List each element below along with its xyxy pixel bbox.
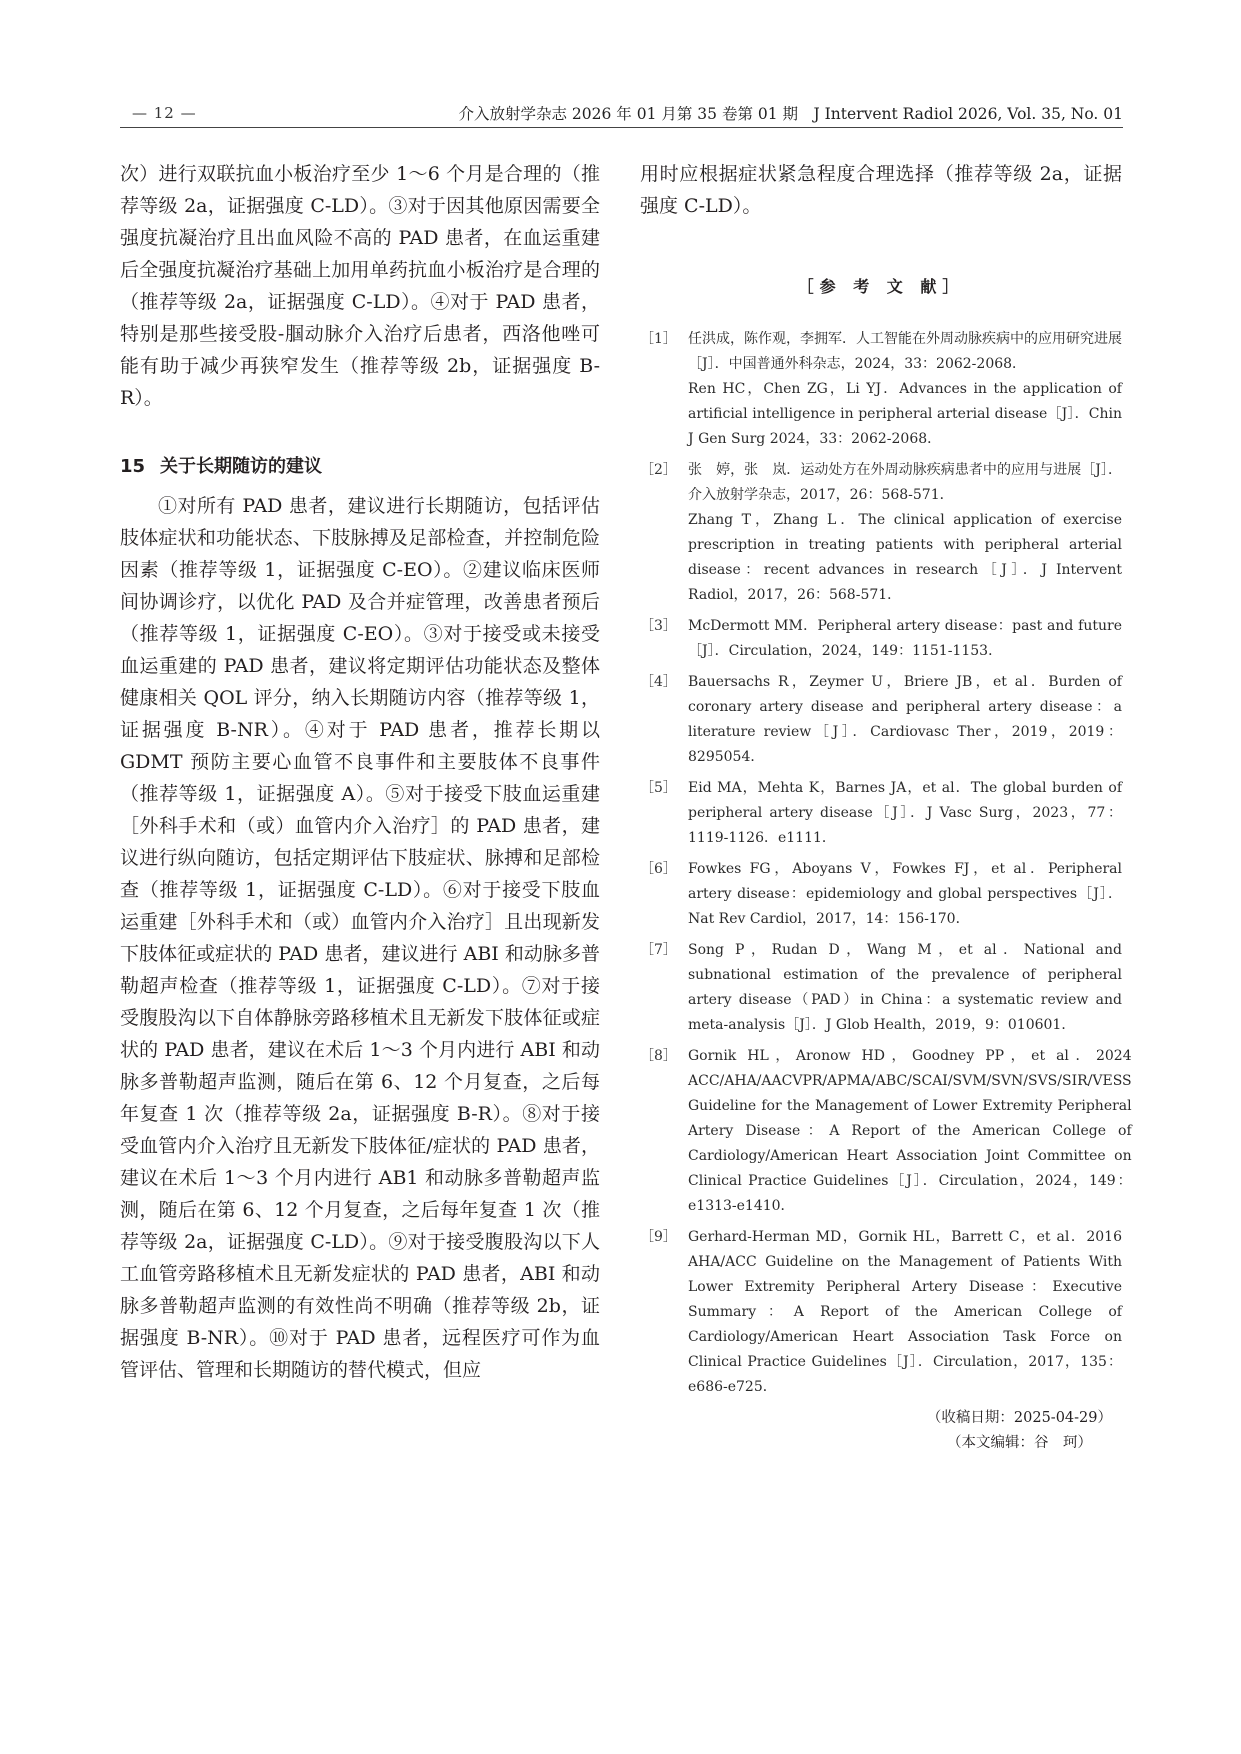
reference-number: ［8］ [640,1048,677,1064]
reference-line: Fowkes FG，Aboyans V，Fowkes FJ，et al．Peripheral artery disease：epidemiology and global perspectives［J］．Nat Rev Cardiol，2017，14：156-170． [688,861,1122,927]
reference-number: ［2］ [640,462,677,478]
reference-item [640,776,1122,851]
reference-line: 任洪成，陈作观，李拥军．人工智能在外周动脉疾病中的应用研究进展［J］．中国普通外科杂志，2024，33：2062-2068． [688,331,1122,372]
reference-line: Ren HC，Chen ZG，Li YJ．Advances in the application of artificial intelligence in peripheral arterial disease［J］．Chin J Gen Surg 2024，33：2062-2068． [688,381,1122,447]
reference-text [688,1225,1122,1400]
reference-item [640,857,1122,932]
reference-item [640,1225,1122,1400]
reference-text [688,1044,1132,1219]
reference-line: Bauersachs R，Zeymer U，Briere JB，et al．Burden of coronary artery disease and peripheral artery disease：a literature review［J］．Cardiovasc Ther，2019，2019：8295054． [688,674,1122,765]
section-number: 15 [120,456,146,477]
reference-line: Eid MA，Mehta K，Barnes JA，et al．The global burden of peripheral artery disease［J］．J Vasc Surg，2023，77：1119-1126．e1111． [688,780,1122,846]
reference-item [640,458,1122,608]
reference-text [688,776,1122,851]
reference-text [688,327,1122,452]
editor-credit: （本文编辑：谷 珂） [947,1435,1092,1451]
left-column [120,158,600,1386]
reference-item [640,614,1122,664]
reference-number: ［5］ [640,780,677,796]
right-continuation-paragraph: 用时应根据症状紧急程度合理选择（推荐等级 2a，证据强度 C-LD）。 [640,163,1122,217]
received-date: （收稿日期：2025-04-29） [926,1410,1112,1426]
reference-item [640,670,1122,770]
section-title: 关于长期随访的建议 [160,456,322,477]
reference-line: Zhang T，Zhang L．The clinical application of exercise prescription in treating patients with peripheral arterial disease：recent advances in research［J］．J Intervent Radiol，2017，26：568-571． [688,512,1122,603]
header-rule [120,127,1123,128]
reference-item [640,938,1122,1038]
reference-number: ［7］ [640,942,677,958]
reference-list [640,327,1132,1400]
running-header: 介入放射学杂志 2026 年 01 月第 35 卷第 01 期 J Intervent Radiol 2026, Vol. 35, No. 01 [458,105,1123,123]
reference-text [688,458,1122,608]
reference-number: ［3］ [640,618,677,634]
page-number: — 12 — [132,104,197,122]
reference-text [688,938,1122,1038]
reference-number: ［6］ [640,861,677,877]
reference-number: ［1］ [640,331,677,347]
references-heading: ［参 考 文 献］ [797,277,965,296]
reference-number: ［9］ [640,1229,677,1245]
reference-item [640,1044,1132,1219]
section-heading [120,452,600,482]
reference-line: McDermott MM．Peripheral artery disease：past and future［J］．Circulation，2024，149：1151-1153． [688,618,1122,659]
reference-item [640,327,1122,452]
reference-number: ［4］ [640,674,677,690]
reference-text [688,614,1122,664]
reference-line: Song P，Rudan D，Wang M，et al．National and subnational estimation of the prevalence of peripheral artery disease（PAD）in China：a systematic review and meta-analysis［J］．J Glob Health，2019，9：010601． [688,942,1122,1033]
reference-line: Gornik HL，Aronow HD，Goodney PP，et al．2024 ACC/AHA/AACVPR/APMA/ABC/SCAI/SVM/SVN/SVS/SIR/VESS Guideline for the Management of Lower Extremity Peripheral Artery Disease：A Report of the American College of Cardiology/American Heart Association Joint Committee on Clinical Practice Guidelines［J］．Circulation，2024，149：e1313-e1410． [688,1048,1132,1214]
reference-text [688,670,1122,770]
right-column [640,158,1132,1456]
section-body-paragraph: ①对所有 PAD 患者，建议进行长期随访，包括评估肢体症状和功能状态、下肢脉搏及足部检查，并控制危险因素（推荐等级 1，证据强度 C-EO）。②建议临床医师间协调诊疗，以优化 PAD 及合并症管理，改善患者预后（推荐等级 1，证据强度 C-EO）。③对于接受或未接受血运重建的 PAD 患者，建议将定期评估功能状态及整体健康相关 QOL 评分，纳入长期随访内容（推荐等级 1，证据强度 B-NR）。④对于 PAD 患者，推荐长期以 GDMT 预防主要心血管不良事件和主要肢体不良事件（推荐等级 1，证据强度 A）。⑤对于接受下肢血运重建［外科手术和（或）血管内介入治疗］的 PAD 患者，建议进行纵向随访，包括定期评估下肢症状、脉搏和足部检查（推荐等级 1，证据强度 C-LD）。⑥对于接受下肢血运重建［外科手术和（或）血管内介入治疗］且出现新发下肢体征或症状的 PAD 患者，建议进行 ABI 和动脉多普勒超声检查（推荐等级 1，证据强度 C-LD）。⑦对于接受腹股沟以下自体静脉旁路移植术且无新发下肢体征或症状的 PAD 患者，建议在术后 1～3 个月内进行 ABI 和动脉多普勒超声监测，随后在第 6、12 个月复查，之后每年复查 1 次（推荐等级 2a，证据强度 B-R）。⑧对于接受血管内介入治疗且无新发下肢体征/症状的 PAD 患者，建议在术后 1～3 个月内进行 AB1 和动脉多普勒超声监测，随后在第 6、12 个月复查，之后每年复查 1 次（推荐等级 2a，证据强度 C-LD）。⑨对于接受腹股沟以下人工血管旁路移植术且无新发症状的 PAD 患者，ABI 和动脉多普勒超声监测的有效性尚不明确（推荐等级 2b，证据强度 B-NR）。⑩对于 PAD 患者，远程医疗可作为血管评估、管理和长期随访的替代模式，但应 [120,495,600,1381]
left-continuation-paragraph: 次）进行双联抗血小板治疗至少 1～6 个月是合理的（推荐等级 2a，证据强度 C-LD）。③对于因其他原因需要全强度抗凝治疗且出血风险不高的 PAD 患者，在血运重建后全强度抗凝治疗基础上加用单药抗血小板治疗是合理的（推荐等级 2a，证据强度 C-LD）。④对于 PAD 患者，特别是那些接受股-腘动脉介入治疗后患者，西洛他唑可能有助于减少再狭窄发生（推荐等级 2b，证据强度 B-R）。 [120,163,600,409]
reference-line: 张 婷，张 岚．运动处方在外周动脉疾病患者中的应用与进展［J］．介入放射学杂志，2017，26：568-571． [688,462,1122,503]
reference-line: Gerhard-Herman MD，Gornik HL，Barrett C，et al．2016 AHA/ACC Guideline on the Management of Patients With Lower Extremity Peripheral Artery Disease：Executive Summary：A Report of the American College of Cardiology/American Heart Association Task Force on Clinical Practice Guidelines［J］．Circulation，2017，135：e686-e725． [688,1229,1122,1395]
reference-text [688,857,1122,932]
